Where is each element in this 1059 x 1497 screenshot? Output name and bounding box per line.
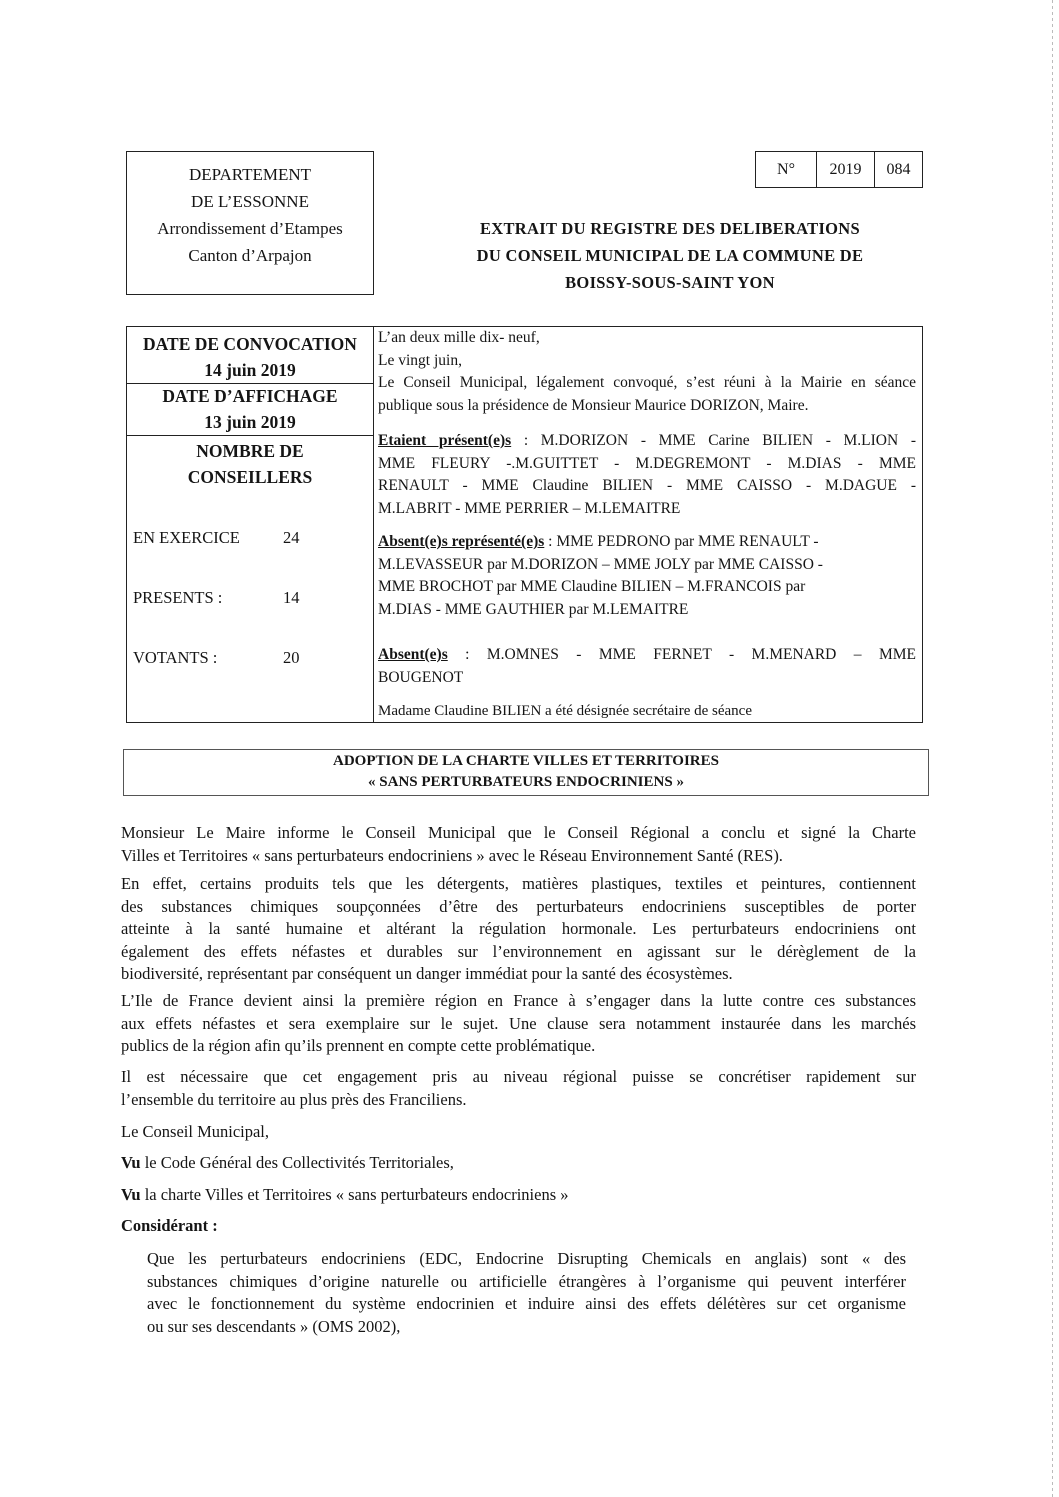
number-year: 2019 <box>816 152 874 187</box>
vu-label: Vu <box>121 1153 141 1172</box>
register-title-line: DU CONSEIL MUNICIPAL DE LA COMMUNE DE <box>476 246 864 265</box>
considerant-heading: Considérant : <box>121 1216 218 1235</box>
absent-line: BOUGENOT <box>378 668 464 686</box>
paragraph-region <box>121 990 916 1058</box>
district-line: Arrondissement d’Etampes <box>157 219 343 238</box>
present-members <box>378 430 916 520</box>
conseillers-label: NOMBRE DE <box>196 441 304 461</box>
stat-value: 14 <box>283 588 300 607</box>
text-line: également des effets néfastes et durables sur l’environnement en agissant sur le dérèglement de la <box>121 941 916 961</box>
canton-line: Canton d’Arpajon <box>188 246 312 265</box>
paragraph-effects <box>121 873 916 986</box>
text-line: Il est nécessaire que cet engagement pris au niveau régional puisse se concrétiser rapidement sur <box>121 1067 916 1086</box>
present-line: Etaient présent(e)s : M.DORIZON - MME Carine BILIEN - M.LION - <box>378 432 916 449</box>
absent-label: Absent(e)s <box>378 646 448 663</box>
text-line: substances chimiques d’origine naturelle ou artificielle étrangères à l’organisme qui peuvent interférer <box>147 1271 906 1291</box>
council-line: Le Conseil Municipal, <box>121 1122 270 1141</box>
text-line: Monsieur Le Maire informe le Conseil Municipal que le Conseil Régional a conclu et signé la Charte <box>121 823 916 842</box>
affichage-label: DATE D’AFFICHAGE <box>162 386 338 406</box>
represented-line: M.DIAS - MME GAUTHIER par M.LEMAITRE <box>378 600 689 618</box>
stat-label: PRESENTS : <box>133 588 223 607</box>
text-line: atteinte à la santé humaine et altérant la régulation hormonale. Les perturbateurs endocriniens ont <box>121 919 916 938</box>
vu-line-cgct: Vu le Code Général des Collectivités Territoriales, <box>121 1153 454 1172</box>
represented-members <box>378 531 916 621</box>
text-line: avec le fonctionnement du système endocrinien et induire ainsi des effets délétères sur cet organisme <box>147 1294 906 1313</box>
intro-line: Le vingt juin, <box>378 351 462 369</box>
stat-label: VOTANTS : <box>133 648 218 667</box>
text-line: Villes et Territoires « sans perturbateurs endocriniens » avec le Réseau Environnement Santé (RES). <box>121 845 783 865</box>
subject-line: ADOPTION DE LA CHARTE VILLES ET TERRITOIRES <box>333 753 719 769</box>
divider <box>127 383 373 384</box>
present-line: RENAULT - MME Claudine BILIEN - MME CAISSO - M.DAGUE - <box>378 477 916 494</box>
department-line: DE L’ESSONNE <box>191 192 309 211</box>
convocation-date: 14 juin 2019 <box>204 360 296 380</box>
stat-value: 20 <box>283 648 300 667</box>
absent-line: Absent(e)s : M.OMNES - MME FERNET - M.MENARD – MME <box>378 646 916 663</box>
secretary-note: Madame Claudine BILIEN a été désignée secrétaire de séance <box>378 703 752 719</box>
text-line: aux effets néfastes et sera exemplaire sur le sujet. Une clause sera notamment instaurée dans les marchés <box>121 1013 916 1033</box>
stat-votants <box>133 648 300 668</box>
vu-line-charte: Vu la charte Villes et Territoires « sans perturbateurs endocriniens » <box>121 1185 569 1204</box>
stat-en-exercice <box>133 528 300 548</box>
text-line: publics de la région afin qu’ils prennent en compte cette problématique. <box>121 1036 596 1055</box>
divider <box>127 435 373 436</box>
intro-line: publique sous la présidence de Monsieur Maurice DORIZON, Maire. <box>378 396 809 414</box>
text-line: L’Ile de France devient ainsi la première région en France à s’engager dans la lutte contre ces substances <box>121 991 916 1010</box>
paragraph-considerant <box>147 1248 906 1338</box>
convocation-label: DATE DE CONVOCATION <box>143 334 357 354</box>
text-line: ou sur ses descendants » (OMS 2002), <box>147 1316 401 1336</box>
stat-label: EN EXERCICE <box>133 528 240 547</box>
text-line: des substances chimiques soupçonnées d’être des perturbateurs endocriniens susceptibles de porter <box>121 896 916 916</box>
subject-line: « SANS PERTURBATEURS ENDOCRINIENS » <box>368 774 684 790</box>
paragraph-intro <box>121 822 916 867</box>
represented-line: MME BROCHOT par MME Claudine BILIEN – M.FRANCOIS par <box>378 578 806 595</box>
register-title-line: EXTRAIT DU REGISTRE DES DELIBERATIONS <box>479 219 860 238</box>
conseillers-label: CONSEILLERS <box>187 467 313 487</box>
scan-edge-artifact <box>1052 0 1053 1497</box>
meeting-intro <box>378 327 916 417</box>
represented-line: M.LEVASSEUR par M.DORIZON – MME JOLY par MME CAISSO - <box>378 555 823 573</box>
intro-line: Le Conseil Municipal, légalement convoqué, s’est réuni à la Mairie en séance <box>378 374 916 391</box>
commune-name: BOISSY-SOUS-SAINT YON <box>565 273 775 292</box>
present-label: Etaient présent(e)s <box>378 432 512 449</box>
present-line: MME FLEURY -.M.GUITTET - M.DEGREMONT - M.DIAS - MME <box>378 454 916 472</box>
department-box <box>126 151 374 295</box>
represented-label: Absent(e)s représenté(e)s <box>378 533 545 550</box>
affichage-date: 13 juin 2019 <box>204 412 296 432</box>
stat-value: 24 <box>283 528 300 547</box>
text-line: Que les perturbateurs endocriniens (EDC, Endocrine Disrupting Chemicals en anglais) sont « des <box>147 1249 906 1268</box>
text-line: l’ensemble du territoire au plus près des Franciliens. <box>121 1089 467 1109</box>
represented-line: Absent(e)s représenté(e)s : MME PEDRONO par MME RENAULT - <box>378 533 819 550</box>
absent-members <box>378 644 916 689</box>
intro-line: L’an deux mille dix- neuf, <box>378 329 540 346</box>
number-value: 084 <box>874 152 922 187</box>
vu-label: Vu <box>121 1185 141 1204</box>
paragraph-necessity <box>121 1066 916 1111</box>
department-line: DEPARTEMENT <box>188 165 312 184</box>
present-line: M.LABRIT - MME PERRIER – M.LEMAITRE <box>378 499 681 517</box>
stat-presents <box>133 588 300 608</box>
number-prefix: N° <box>777 160 795 178</box>
deliberation-number-box <box>755 151 923 188</box>
meeting-left-column <box>127 327 374 722</box>
text-line: En effet, certains produits tels que les détergents, matières plastiques, textiles et peintures, contiennent <box>121 874 916 893</box>
text-line: biodiversité, représentant par conséquent un danger immédiat pour la santé des écosystèmes. <box>121 964 733 983</box>
subject-box <box>123 749 929 796</box>
